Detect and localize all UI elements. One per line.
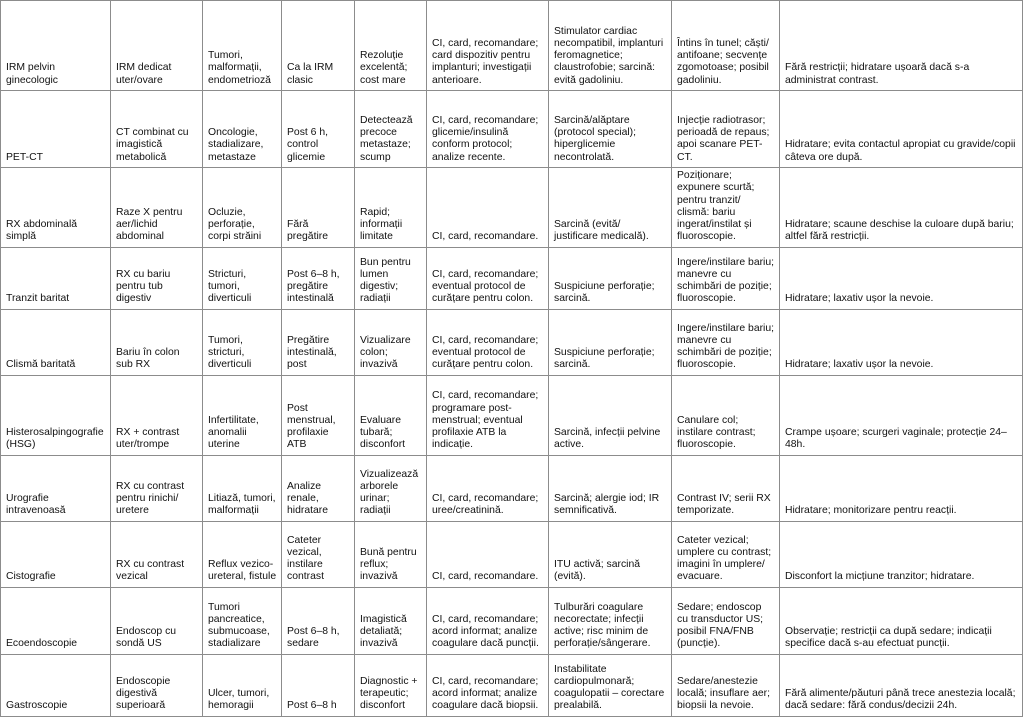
cell-aftercare: Fără restricții; hidratare ușoară dacă s-a administrat contrast. bbox=[780, 1, 1023, 91]
cell-investigation: Histerosalpingografie (HSG) bbox=[1, 375, 111, 455]
cell-preparation: Cateter vezical, instilare contrast bbox=[282, 521, 355, 587]
cell-description: RX cu contrast pentru rinichi/ uretere bbox=[111, 455, 203, 521]
cell-procedure: Sedare; endoscop cu transductor US; posibil FNA/FNB (puncție). bbox=[672, 587, 780, 654]
cell-contraindications: ITU activă; sarcină (evită). bbox=[549, 521, 672, 587]
cell-preparation: Analize renale, hidratare bbox=[282, 455, 355, 521]
cell-procedure: Contrast IV; serii RX temporizate. bbox=[672, 455, 780, 521]
cell-preparation: Pregătire intestinală, post bbox=[282, 309, 355, 375]
cell-aftercare: Hidratare; evita contactul apropiat cu gravide/copii câteva ore după. bbox=[780, 91, 1023, 168]
cell-preparation: Post 6 h, control glicemie bbox=[282, 91, 355, 168]
cell-description: CT combinat cu imagistică metabolică bbox=[111, 91, 203, 168]
cell-procedure: Canulare col; instilare contrast; fluoroscopie. bbox=[672, 375, 780, 455]
cell-documents: CI, card, recomandare; acord informat; analize coagulare dacă puncții. bbox=[427, 587, 549, 654]
cell-preparation: Fără pregătire bbox=[282, 168, 355, 248]
cell-procedure: Poziționare; expunere scurtă; pentru tranzit/ clismă: bariu ingerat/instilat și fluoroscopie. bbox=[672, 168, 780, 248]
cell-description: Endoscop cu sondă US bbox=[111, 587, 203, 654]
cell-description: Endoscopie digestivă superioară bbox=[111, 654, 203, 716]
cell-procedure: Injecție radiotrasor; perioadă de repaus; apoi scanare PET-CT. bbox=[672, 91, 780, 168]
cell-pros-cons: Rapid; informații limitate bbox=[355, 168, 427, 248]
cell-preparation: Post 6–8 h, pregătire intestinală bbox=[282, 247, 355, 309]
cell-investigation: Ecoendoscopie bbox=[1, 587, 111, 654]
cell-description: Raze X pentru aer/lichid abdominal bbox=[111, 168, 203, 248]
cell-documents: CI, card, recomandare. bbox=[427, 168, 549, 248]
table-row bbox=[1, 375, 1023, 455]
cell-documents: CI, card, recomandare; glicemie/insulină conform protocol; analize recente. bbox=[427, 91, 549, 168]
cell-indications: Ulcer, tumori, hemoragii bbox=[203, 654, 282, 716]
cell-investigation: Gastroscopie bbox=[1, 654, 111, 716]
cell-contraindications: Sarcină, infecții pelvine active. bbox=[549, 375, 672, 455]
cell-indications: Infertilitate, anomalii uterine bbox=[203, 375, 282, 455]
cell-preparation: Post menstrual, profilaxie ATB bbox=[282, 375, 355, 455]
cell-investigation: Urografie intravenoasă bbox=[1, 455, 111, 521]
cell-contraindications: Suspiciune perforație; sarcină. bbox=[549, 247, 672, 309]
cell-investigation: Cistografie bbox=[1, 521, 111, 587]
cell-indications: Ocluzie, perforație, corpi străini bbox=[203, 168, 282, 248]
table-row bbox=[1, 168, 1023, 248]
cell-aftercare: Hidratare; scaune deschise la culoare după bariu; altfel fără restricții. bbox=[780, 168, 1023, 248]
table-row bbox=[1, 521, 1023, 587]
cell-procedure: Cateter vezical; umplere cu contrast; imagini în umplere/ evacuare. bbox=[672, 521, 780, 587]
cell-contraindications: Instabilitate cardiopulmonară; coagulopatii – corectare prealabilă. bbox=[549, 654, 672, 716]
cell-contraindications: Suspiciune perforație; sarcină. bbox=[549, 309, 672, 375]
cell-investigation: IRM pelvin ginecologic bbox=[1, 1, 111, 91]
table-row bbox=[1, 455, 1023, 521]
cell-documents: CI, card, recomandare; card dispozitiv pentru implanturi; investigații anterioare. bbox=[427, 1, 549, 91]
cell-pros-cons: Imagistică detaliată; invazivă bbox=[355, 587, 427, 654]
cell-procedure: Sedare/anestezie locală; insuflare aer; biopsii la nevoie. bbox=[672, 654, 780, 716]
cell-description: RX + contrast uter/trompe bbox=[111, 375, 203, 455]
cell-indications: Oncologie, stadializare, metastaze bbox=[203, 91, 282, 168]
cell-pros-cons: Diagnostic + terapeutic; disconfort bbox=[355, 654, 427, 716]
table-row bbox=[1, 1, 1023, 91]
cell-aftercare: Hidratare; laxativ ușor la nevoie. bbox=[780, 309, 1023, 375]
cell-investigation: Tranzit baritat bbox=[1, 247, 111, 309]
cell-contraindications: Sarcină (evită/ justificare medicală). bbox=[549, 168, 672, 248]
table-row bbox=[1, 247, 1023, 309]
cell-documents: CI, card, recomandare; eventual protocol de curățare pentru colon. bbox=[427, 309, 549, 375]
cell-contraindications: Tulburări coagulare necorectate; infecții active; risc minim de perforație/sângerare. bbox=[549, 587, 672, 654]
cell-contraindications: Sarcină/alăptare (protocol special); hiperglicemie necontrolată. bbox=[549, 91, 672, 168]
cell-documents: CI, card, recomandare; programare post-menstrual; eventual profilaxie ATB la indicație. bbox=[427, 375, 549, 455]
table-row bbox=[1, 654, 1023, 716]
cell-aftercare: Hidratare; laxativ ușor la nevoie. bbox=[780, 247, 1023, 309]
cell-aftercare: Crampe ușoare; scurgeri vaginale; protecție 24–48h. bbox=[780, 375, 1023, 455]
cell-contraindications: Stimulator cardiac necompatibil, implanturi feromagnetice; claustrofobie; sarcină: evită gadoliniu. bbox=[549, 1, 672, 91]
cell-pros-cons: Vizualizare colon; invazivă bbox=[355, 309, 427, 375]
cell-pros-cons: Evaluare tubară; disconfort bbox=[355, 375, 427, 455]
cell-aftercare: Hidratare; monitorizare pentru reacții. bbox=[780, 455, 1023, 521]
cell-aftercare: Disconfort la micțiune tranzitor; hidratare. bbox=[780, 521, 1023, 587]
cell-indications: Tumori, stricturi, diverticuli bbox=[203, 309, 282, 375]
cell-investigation: RX abdominală simplă bbox=[1, 168, 111, 248]
cell-documents: CI, card, recomandare; uree/creatinină. bbox=[427, 455, 549, 521]
table-row bbox=[1, 91, 1023, 168]
cell-procedure: Ingere/instilare bariu; manevre cu schimbări de poziție; fluoroscopie. bbox=[672, 247, 780, 309]
cell-indications: Tumori, malformații, endometrioză bbox=[203, 1, 282, 91]
cell-indications: Stricturi, tumori, diverticuli bbox=[203, 247, 282, 309]
cell-documents: CI, card, recomandare. bbox=[427, 521, 549, 587]
table-row bbox=[1, 309, 1023, 375]
cell-pros-cons: Detectează precoce metastaze; scump bbox=[355, 91, 427, 168]
cell-pros-cons: Vizualizează arborele urinar; radiații bbox=[355, 455, 427, 521]
cell-description: IRM dedicat uter/ovare bbox=[111, 1, 203, 91]
cell-aftercare: Observație; restricții ca după sedare; indicații specifice dacă s-au efectuat puncții. bbox=[780, 587, 1023, 654]
cell-indications: Litiază, tumori, malformații bbox=[203, 455, 282, 521]
cell-pros-cons: Rezoluție excelentă; cost mare bbox=[355, 1, 427, 91]
cell-pros-cons: Bun pentru lumen digestiv; radiații bbox=[355, 247, 427, 309]
cell-preparation: Post 6–8 h bbox=[282, 654, 355, 716]
cell-documents: CI, card, recomandare; acord informat; analize coagulare dacă biopsii. bbox=[427, 654, 549, 716]
cell-procedure: Ingere/instilare bariu; manevre cu schimbări de poziție; fluoroscopie. bbox=[672, 309, 780, 375]
cell-description: RX cu contrast vezical bbox=[111, 521, 203, 587]
cell-procedure: Întins în tunel; căști/ antifoane; secvențe zgomotoase; posibil gadoliniu. bbox=[672, 1, 780, 91]
table-body bbox=[1, 1, 1023, 717]
cell-preparation: Post 6–8 h, sedare bbox=[282, 587, 355, 654]
cell-aftercare: Fără alimente/păuturi până trece anestezia locală; dacă sedare: fără condus/decizii 24h. bbox=[780, 654, 1023, 716]
cell-contraindications: Sarcină; alergie iod; IR semnificativă. bbox=[549, 455, 672, 521]
cell-documents: CI, card, recomandare; eventual protocol de curățare pentru colon. bbox=[427, 247, 549, 309]
cell-investigation: Clismă baritată bbox=[1, 309, 111, 375]
cell-description: Bariu în colon sub RX bbox=[111, 309, 203, 375]
table-row bbox=[1, 587, 1023, 654]
cell-pros-cons: Bună pentru reflux; invazivă bbox=[355, 521, 427, 587]
cell-indications: Reflux vezico-ureteral, fistule bbox=[203, 521, 282, 587]
cell-investigation: PET-CT bbox=[1, 91, 111, 168]
cell-indications: Tumori pancreatice, submucoase, stadializare bbox=[203, 587, 282, 654]
cell-description: RX cu bariu pentru tub digestiv bbox=[111, 247, 203, 309]
cell-preparation: Ca la IRM clasic bbox=[282, 1, 355, 91]
